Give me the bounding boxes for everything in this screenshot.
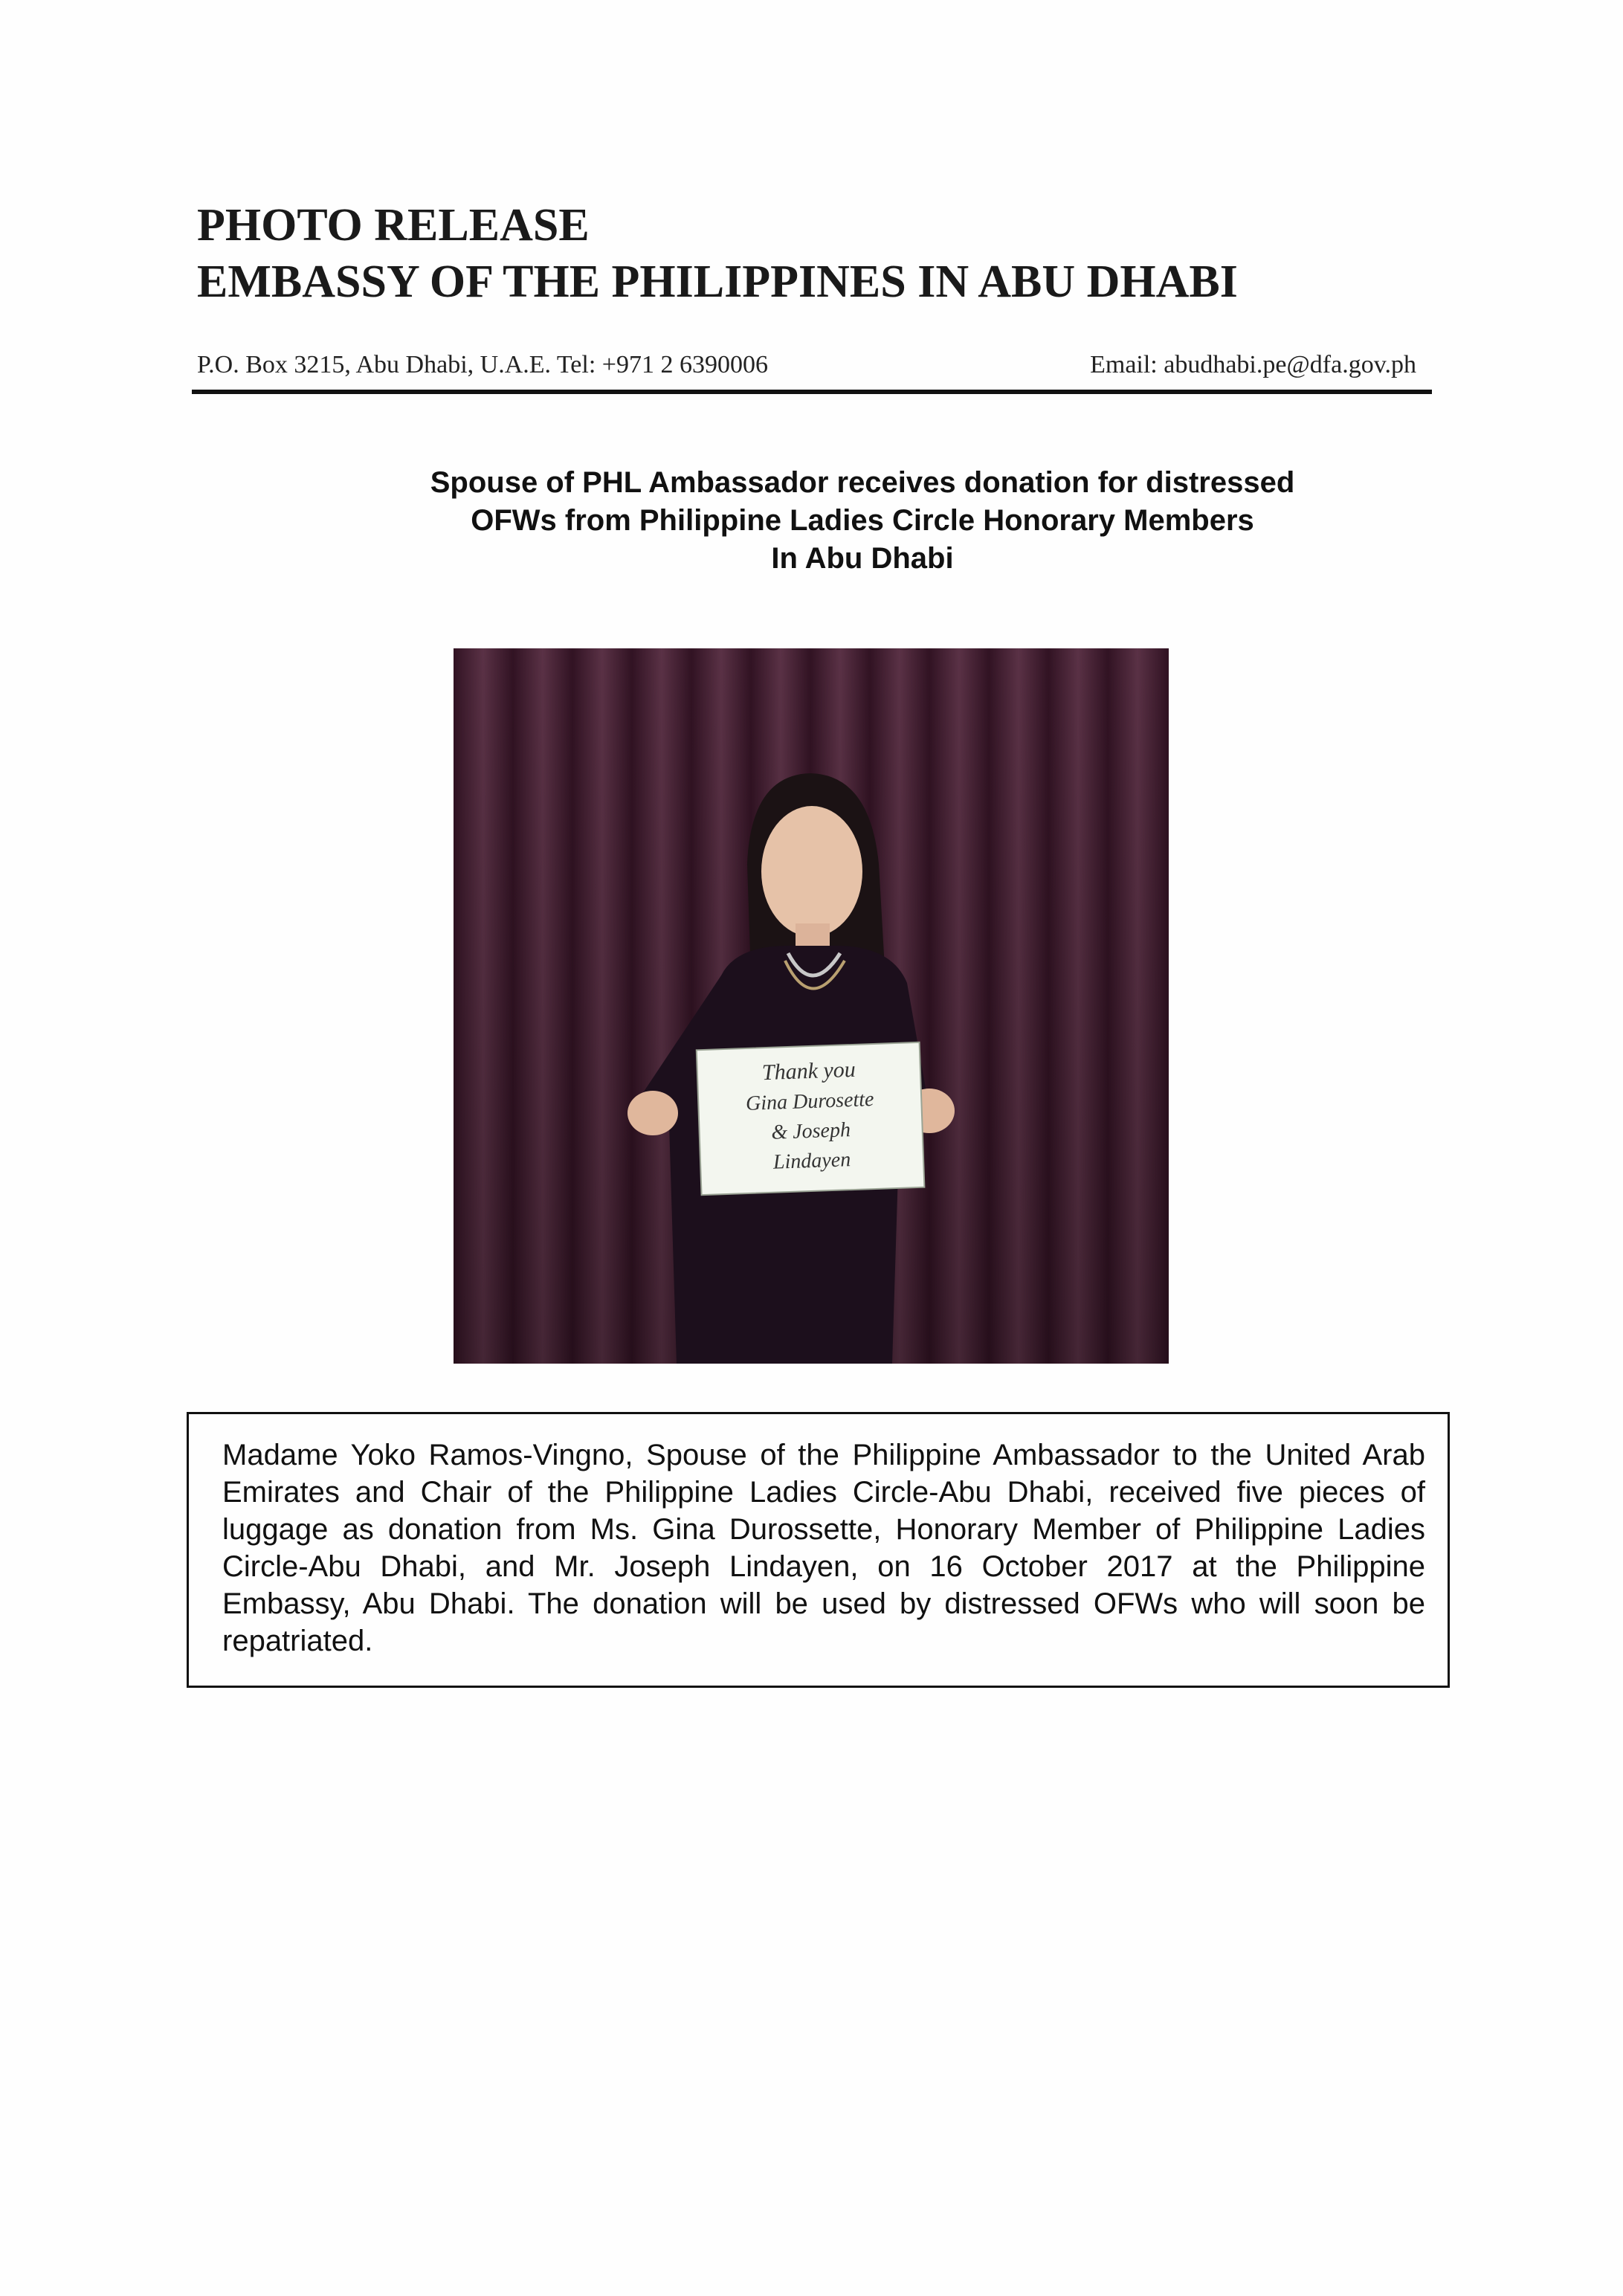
sign-text: Lindayen <box>772 1148 851 1174</box>
headline-line: Spouse of PHL Ambassador receives donation for distressed <box>430 466 1295 499</box>
sign-text: Gina Durosette <box>745 1088 874 1116</box>
sign-text: Thank you <box>761 1057 856 1086</box>
event-photo <box>454 648 1169 1364</box>
address-line: P.O. Box 3215, Abu Dhabi, U.A.E. Tel: +971 2 6390006 <box>197 351 768 378</box>
photo-illustration <box>454 648 1169 1364</box>
header-divider <box>192 390 1432 394</box>
letterhead <box>197 197 1238 310</box>
headline-line: In Abu Dhabi <box>771 542 954 575</box>
sign-text: & Joseph <box>770 1118 851 1144</box>
release-title: PHOTO RELEASE <box>197 200 590 251</box>
contact-info <box>197 351 1416 379</box>
headline-line: OFWs from Philippine Ladies Circle Honorary Members <box>471 504 1254 537</box>
photo-caption: Madame Yoko Ramos-Vingno, Spouse of the Philippine Ambassador to the United Arab Emirates and Chair of the Philippine Ladies Circle-Abu Dhabi, received five pieces of luggage as donation from Ms. Gina Durossette, Honorary Member of Philippine Ladies Circle-Abu Dhabi, and Mr. Joseph Lindayen, on 16 October 2017 at the Philippine Embassy, Abu Dhabi. The donation will be used by distressed OFWs who will soon be repatriated. <box>222 1439 1425 1657</box>
email-line: Email: abudhabi.pe@dfa.gov.ph <box>1090 351 1416 378</box>
thank-you-sign <box>697 1042 925 1195</box>
headline <box>312 464 1413 578</box>
face <box>761 806 862 937</box>
embassy-name: EMBASSY OF THE PHILIPPINES IN ABU DHABI <box>197 257 1238 307</box>
photo-caption-box <box>187 1412 1450 1688</box>
